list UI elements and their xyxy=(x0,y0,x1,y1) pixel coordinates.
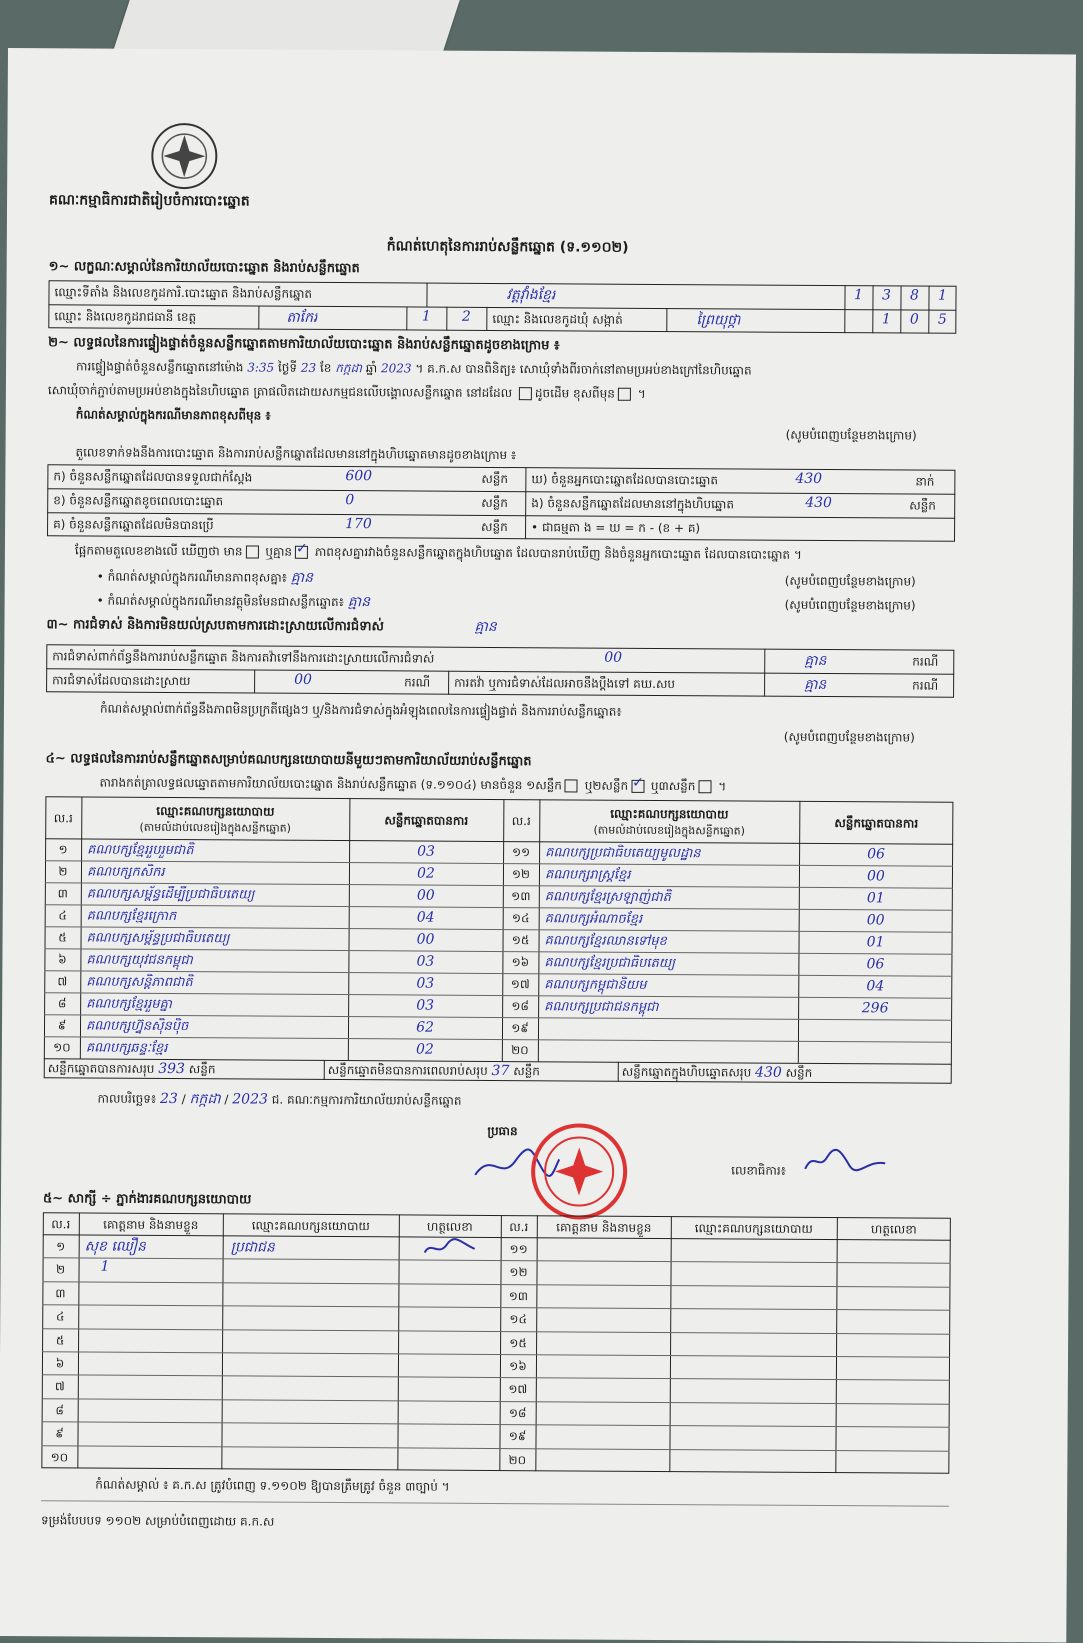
row-number: ២ xyxy=(58,864,68,879)
row-number: ៧ xyxy=(57,974,68,989)
witness-row-number: ១៦ xyxy=(509,1359,527,1374)
unused-ballots-value: 170 xyxy=(345,516,372,533)
no-difference-checkbox[interactable]: ✓ xyxy=(295,546,308,559)
complaints-value-2: គ្មាន xyxy=(804,652,827,670)
row-number: ៦ xyxy=(58,952,67,967)
row-number: ១៩ xyxy=(511,1021,529,1036)
note2-line: • កំណត់សម្គាល់ក្នុងករណីមានវត្ថុមិនមែនជាសន្លឹកឆ្នោត៖ គ្មាន xyxy=(96,593,371,611)
witness-name-2: 1 xyxy=(100,1258,110,1275)
row-number: ១៥ xyxy=(511,933,530,948)
party-name: គណបក្សរាស្ត្រខ្មែរ xyxy=(544,867,631,883)
commune-code-digit: 1 xyxy=(881,311,891,328)
party-name: គណបក្សអំណាចខ្មែរ xyxy=(544,911,643,927)
unit-label: សន្លឹក xyxy=(481,471,509,487)
party-votes: 03 xyxy=(417,843,436,860)
col-party-header: ឈ្មោះគណបក្សនយោបាយ xyxy=(694,1221,813,1236)
three-sheet-checkbox[interactable] xyxy=(698,780,711,793)
section5-note: កំណត់សម្គាល់ ៖ គ.ក.ស ត្រូវបំពេញ ទ.១១០២ ឱ្យបានត្រឹមត្រូវ ចំនួន ៣ច្បាប់ ។ xyxy=(95,1477,450,1494)
province-code-digit: 2 xyxy=(461,308,471,325)
total-invalid: សន្លឹកឆ្នោតមិនបានការពេលរាប់សរុប 37 សន្លឹក xyxy=(327,1062,540,1080)
row-number: ៥ xyxy=(58,930,67,945)
verification-time: 3:35 xyxy=(247,360,275,375)
total-valid-value: 393 xyxy=(158,1060,186,1078)
witness-row-number: ១៩ xyxy=(508,1429,527,1444)
verification-line: ការផ្ទៀងផ្ទាត់ចំនួនសន្លឹកឆ្នោតនៅម៉ោង 3:35 ថ្ងៃទី 23 ខែ កក្កដា ឆ្នាំ 2023 ។ គ.ក.ស បានពិនិត្យ៖ សោឃុំទាំងពីរចាក់នៅតាមប្រអប់ខាងក្រៅនៃហិបឆ្នោត xyxy=(76,359,752,378)
note1-value: គ្មាន xyxy=(290,569,314,586)
witness-row-number: ១៤ xyxy=(509,1312,528,1327)
witness-row-number: ៩ xyxy=(55,1426,64,1441)
witness-name: សុខ ឈឿន xyxy=(84,1238,146,1255)
party-name: គណបក្សប្រជាធិបតេយ្យមូលដ្ឋាន xyxy=(545,845,701,862)
row-number: ២០ xyxy=(511,1043,529,1058)
party-name: គណបក្សខ្មែររួបរួមជាតិ xyxy=(87,842,194,859)
station-code-digit: 3 xyxy=(881,287,892,304)
party-votes: 01 xyxy=(866,890,885,907)
section3-title: ៣~ ការជំទាស់ និងការមិនយល់ស្របតាមការដោះស្រាយលើការជំទាស់ xyxy=(46,617,384,635)
party-name: គណបក្សសម្ព័ន្ធដើម្បីប្រជាធិបតេយ្យ xyxy=(86,886,255,903)
party-name: គណបក្សប្រជាជនកម្ពុជា xyxy=(544,999,659,1015)
appeal-value: គ្មាន xyxy=(804,676,827,694)
col-sign-header: ហត្ថលេខា xyxy=(426,1219,473,1234)
section1-title: ១~ លក្ខណៈសម្គាល់នៃការិយាល័យបោះឆ្នោត និងរាប់សន្លឹកឆ្នោត xyxy=(48,259,360,277)
received-ballots-value: 600 xyxy=(345,468,373,485)
province-label: ឈ្មោះ និងលេខកូដរាជធានី ខេត្ត xyxy=(54,309,197,325)
col-no-header: ល.រ xyxy=(53,811,73,826)
witness-row-number: ២០ xyxy=(508,1452,527,1467)
witness-party: ប្រជាជន xyxy=(230,1239,275,1256)
ministry-name: គណៈកម្មាធិការជាតិរៀបចំការបោះឆ្នោត xyxy=(49,192,250,210)
resolved-label: ការជំទាស់ដែលបានដោះស្រាយ xyxy=(52,673,191,689)
col-votes-header: សន្លឹកឆ្នោតបានការ xyxy=(384,813,469,828)
total-invalid-value: 37 xyxy=(491,1062,510,1080)
col-votes-header: សន្លឹកឆ្នោតបានការ xyxy=(834,816,919,831)
total-valid: សន្លឹកឆ្នោតបានការសរុប 393 សន្លឹក xyxy=(47,1060,216,1078)
party-name: គណបក្សសម្ព័ន្ធប្រជាធិបតេយ្យ xyxy=(86,930,230,947)
party-name: គណបក្សកម្ពុជានិយម xyxy=(544,977,647,993)
note2-value: គ្មាន xyxy=(347,594,371,611)
polling-station-value: វត្តវ៉ាំងខ្មែរ xyxy=(506,287,556,304)
party-votes: 03 xyxy=(416,997,435,1014)
not-same-checkbox[interactable] xyxy=(618,388,631,401)
unused-ballots-label: គ) ចំនួនសន្លឹកឆ្នោតដែលមិនបានប្រើ xyxy=(53,517,214,533)
row-number: ១ xyxy=(58,842,68,857)
col-party-header: ឈ្មោះគណបក្សនយោបាយ xyxy=(251,1218,370,1234)
row-number: ៩ xyxy=(57,1018,67,1033)
unit-label: សន្លឹក xyxy=(909,498,936,513)
party-votes: 06 xyxy=(867,846,886,863)
row-number: ១១ xyxy=(511,845,531,860)
row-number: ៣ xyxy=(57,886,69,901)
secretary-label: លេខាធិការ៖ xyxy=(731,1163,786,1178)
row-number: ១០ xyxy=(53,1040,71,1055)
total-in-box: សន្លឹកឆ្នោតក្នុងហិបឆ្នោតសរុប 430 សន្លឹក xyxy=(621,1064,813,1081)
witness-signature xyxy=(421,1237,481,1259)
document-page xyxy=(0,48,1076,1642)
verification-month: កក្កដា xyxy=(335,361,362,376)
note1-line: • កំណត់សម្គាល់ក្នុងករណីមានភាពខុសគ្នា៖ គ្មាន xyxy=(96,569,314,586)
party-name: គណបក្សខ្មែរក្រោក xyxy=(86,908,177,925)
province-code-digit: 1 xyxy=(421,308,431,325)
witness-row-number: ៨ xyxy=(55,1403,64,1418)
spoiled-ballots-value: 0 xyxy=(345,492,355,509)
unit-label: ករណី xyxy=(404,675,431,690)
party-votes: 02 xyxy=(415,1041,434,1058)
commune-code-digit: 5 xyxy=(937,311,947,328)
difference-line: ផ្អែកតាមតួលេខខាងលើ ឃើញថា មាន ឬគ្មាន ✓ ភាពខុសគ្នារវាងចំនួនសន្លឹកឆ្នោតក្នុងហិបឆ្នោត ដែលបានរាប់ឃើញ និងចំនួនអ្នកបោះឆ្នោត ដែលបានបោះឆ្នោត ។ xyxy=(74,540,802,562)
witness-row-number: ១៨ xyxy=(508,1405,527,1420)
resolved-value: 00 xyxy=(294,671,313,688)
party-name: គណបក្សសន្តិភាពជាតិ xyxy=(86,974,193,991)
party-name: គណបក្សហ្វ៊ុនស៊ិនប៉ិច xyxy=(85,1018,189,1035)
party-votes: 00 xyxy=(866,912,885,929)
section3-note-value: គ្មាន xyxy=(474,618,497,635)
witness-row-number: ១៣ xyxy=(508,1288,529,1303)
party-votes: 03 xyxy=(416,953,435,970)
chair-label: ប្រធាន xyxy=(487,1123,518,1139)
party-votes: 06 xyxy=(866,956,885,973)
two-sheet-checkbox[interactable]: ✓ xyxy=(631,780,644,793)
party-votes: 03 xyxy=(416,975,435,992)
party-name: គណបក្សខ្មែរស្រឡាញ់ជាតិ xyxy=(544,889,672,906)
unit-label: ករណី xyxy=(912,678,939,693)
party-votes: 04 xyxy=(866,978,885,995)
form-title: កំណត់ហេតុនៃការរាប់សន្លឹកឆ្នោត (ទ.១១០២) xyxy=(386,238,629,256)
fill-note: (សូមបំពេញបន្ថែមខាងក្រោម) xyxy=(785,427,917,443)
section5-title: ៥~ សាក្សី ÷ ភ្នាក់ងារគណបក្សនយោបាយ xyxy=(42,1191,252,1208)
row-number: ១៧ xyxy=(510,977,530,992)
row-number: ១៤ xyxy=(511,911,530,926)
witness-row-number: ១៧ xyxy=(508,1382,528,1397)
party-votes: 296 xyxy=(861,1000,889,1017)
total-in-box-value: 430 xyxy=(755,1064,782,1081)
party-name: គណបក្សកសិករ xyxy=(86,864,165,880)
station-code-digit: 8 xyxy=(909,287,920,304)
col-no-header: ល.រ xyxy=(51,1217,71,1232)
party-name: គណបក្សខ្មែរឈានទៅមុខ xyxy=(544,933,667,950)
official-stamp xyxy=(529,1121,630,1222)
irregularities-note: កំណត់សម្គាល់ពាក់ព័ន្ធនឹងភាពមិនប្រក្រតីផ្សេងៗ ឬ/និងការជំទាស់ក្នុងអំឡុងពេលនៃការផ្ទៀងផ្ទាត់ និងការរាប់សន្លឹកឆ្នោត៖ xyxy=(99,701,622,719)
has-difference-checkbox[interactable] xyxy=(245,545,258,558)
nec-emblem-icon xyxy=(149,121,219,191)
fill-note: (សូមបំពេញបន្ថែមខាងក្រោម) xyxy=(783,729,915,745)
witness-table xyxy=(41,1212,951,1474)
col-party-header: ឈ្មោះគណបក្សនយោបាយ xyxy=(610,806,729,822)
witness-row-number: ១ xyxy=(56,1239,66,1254)
col-name-header: គោត្តនាម និងនាមខ្លួន xyxy=(556,1220,652,1235)
station-code-digit: 1 xyxy=(937,287,948,304)
party-name: គណបក្សឆន្ទៈខ្មែរ xyxy=(85,1040,168,1056)
witness-row-number: ១១ xyxy=(509,1242,528,1257)
commune-value: ព្រៃយុថ្កា xyxy=(696,312,741,329)
same-checkbox[interactable] xyxy=(519,387,532,400)
station-code-digit: 1 xyxy=(853,287,864,304)
party-votes: 00 xyxy=(866,868,885,885)
voters-value: 430 xyxy=(795,470,823,487)
party-votes: 02 xyxy=(416,865,435,882)
col-no-header: ល.រ xyxy=(511,814,531,829)
col-party-subheader: (តាមលំដាប់លេខរៀងក្នុងសន្លឹកឆ្នោត) xyxy=(593,823,746,838)
row-number: ១៨ xyxy=(511,999,529,1014)
unit-label: សន្លឹក xyxy=(481,519,508,535)
witness-row-number: ២ xyxy=(55,1262,66,1277)
appeal-label: ការតវ៉ា ឬការជំទាស់ដែលអាចនឹងប្តឹងទៅ គឃ.សប xyxy=(454,675,676,692)
party-votes: 00 xyxy=(416,931,435,948)
formula: • ជាធម្មតា ង = ឃ = ក - (ខ + គ) xyxy=(531,520,701,536)
polling-station-label: ឈ្មោះទីតាំង និងលេខកូដការិ.បោះឆ្នោត និងរាប់សន្លឹកឆ្នោត xyxy=(54,285,313,301)
ballots-in-box-value: 430 xyxy=(805,494,833,512)
row-number: ១៣ xyxy=(511,889,531,904)
witness-row-number: ១០ xyxy=(50,1449,69,1464)
date-line: កាលបរិច្ឆេទ៖ 23 / កក្កដា / 2023 ជ. គណៈកម្មការការិយាល័យរាប់សន្លឹកឆ្នោត xyxy=(97,1090,462,1108)
row-number: ១៦ xyxy=(511,955,530,970)
col-no-header: ល.រ xyxy=(509,1220,529,1235)
seal-line: សោឃុំចាក់ភ្ជាប់តាមប្រអប់ខាងក្នុងនៃហិបឆ្នោត ត្រាផលិតដោយសកម្មជនលើបង្គោលសន្លឹកឆ្នោត នៅដដែល ដូចដើម ខុសពីមុន ។ xyxy=(47,383,646,401)
commune-label: ឈ្មោះ និងលេខកូដឃុំ សង្កាត់ xyxy=(492,311,623,327)
province-value: តាកែវ xyxy=(286,309,318,326)
voters-label: ឃ) ចំនួនអ្នកបោះឆ្នោតដែលបានបោះឆ្នោត xyxy=(531,472,719,488)
witness-row-number: ៦ xyxy=(55,1356,65,1371)
verification-day: 23 xyxy=(300,360,317,375)
sheet-count-line: តារាងកត់ត្រាលទ្ធផលឆ្នោតតាមការិយាល័យបោះឆ្នោត និងរាប់សន្លឹកឆ្នោត (ទ.១១០៤) មានចំនួន ១សន្លឹក ឬ២សន្លឹក ✓ ឬ៣សន្លឹក ។ xyxy=(99,774,727,794)
complaints-value: 00 xyxy=(604,649,623,666)
row-number: ៨ xyxy=(57,996,67,1011)
complaints-label: ការជំទាស់ពាក់ព័ន្ធនឹងការរាប់សន្លឹកឆ្នោត និងការតវ៉ាទៅនឹងការដោះស្រាយលើការជំទាស់ xyxy=(52,649,435,666)
party-name: គណបក្សខ្មែររួមគ្នា xyxy=(86,996,172,1013)
witness-row-number: ៧ xyxy=(54,1379,65,1394)
commune-code-digit: 0 xyxy=(909,311,919,328)
witness-row-number: ៤ xyxy=(55,1309,65,1324)
row-number: ១២ xyxy=(511,867,531,882)
party-votes: 01 xyxy=(866,934,885,951)
col-name-header: គោត្តនាម និងនាមខ្លួន xyxy=(103,1217,199,1233)
party-name: គណបក្សខ្មែរប្រជាធិបតេយ្យ xyxy=(544,955,676,972)
difference-note-label: កំណត់សម្គាល់ក្នុងករណីមានភាពខុសពីមុន ៖ xyxy=(75,407,271,423)
col-sign-header: ហត្ថលេខា xyxy=(870,1222,917,1237)
row-number: ៤ xyxy=(58,908,67,923)
fill-note: (សូមបំពេញបន្ថែមខាងក្រោម) xyxy=(784,573,916,589)
fill-note: (សូមបំពេញបន្ថែមខាងក្រោម) xyxy=(784,597,916,613)
footer: ទម្រង់បែបបទ ១១០២ សម្រាប់បំពេញដោយ គ.ក.ស xyxy=(40,1513,275,1529)
witness-row-number: ៣ xyxy=(55,1286,66,1301)
party-name: គណបក្សយុវជនកម្ពុជា xyxy=(86,952,193,969)
section2-title: ២~ លទ្ធផលនៃការផ្ទៀងផ្ទាត់ចំនួនសន្លឹកឆ្នោតតាមការិយាល័យបោះឆ្នោត និងរាប់សន្លឹកឆ្នោតដូចខាងក្រោម ៖ xyxy=(48,335,560,354)
verification-year: 2023 xyxy=(380,361,412,376)
witness-row-number: ១២ xyxy=(509,1265,528,1280)
unit-label: សន្លឹក xyxy=(481,495,508,511)
witness-row-number: ១៥ xyxy=(509,1335,527,1350)
ballots-in-box-label: ង) ចំនួនសន្លឹកឆ្នោតដែលមាននៅក្នុងហិបឆ្នោត xyxy=(531,496,735,512)
unit-label: នាក់ xyxy=(915,474,935,489)
col-party-header: ឈ្មោះគណបក្សនយោបាយ xyxy=(156,803,275,819)
unit-label: ករណី xyxy=(912,654,939,669)
received-ballots-label: ក) ចំនួនសន្លឹកឆ្នោតដែលបានទទួលជាក់ស្តែង xyxy=(53,469,253,485)
spoiled-ballots-label: ខ) ចំនួនសន្លឹកឆ្នោតខូចពេលបោះឆ្នោត xyxy=(53,493,224,509)
one-sheet-checkbox[interactable] xyxy=(565,779,578,792)
figures-intro: តួលេខទាក់ទងនឹងការបោះឆ្នោត និងការរាប់សន្លឹកឆ្នោតដែលមាននៅក្នុងហិបឆ្នោតមានដូចខាងក្រោម ៖ xyxy=(75,445,517,463)
col-party-subheader: (តាមលំដាប់លេខរៀងក្នុងសន្លឹកឆ្នោត) xyxy=(139,820,292,835)
party-votes: 04 xyxy=(416,909,435,926)
party-votes: 62 xyxy=(416,1019,434,1036)
party-votes: 00 xyxy=(416,887,435,904)
witness-row-number: ៥ xyxy=(55,1332,65,1347)
section4-title: ៤~ លទ្ធផលនៃការរាប់សន្លឹកឆ្នោតសម្រាប់គណបក្សនយោបាយនីមួយៗតាមការិយាល័យរាប់សន្លឹកឆ្នោត xyxy=(45,751,532,770)
secretary-signature xyxy=(801,1141,891,1182)
